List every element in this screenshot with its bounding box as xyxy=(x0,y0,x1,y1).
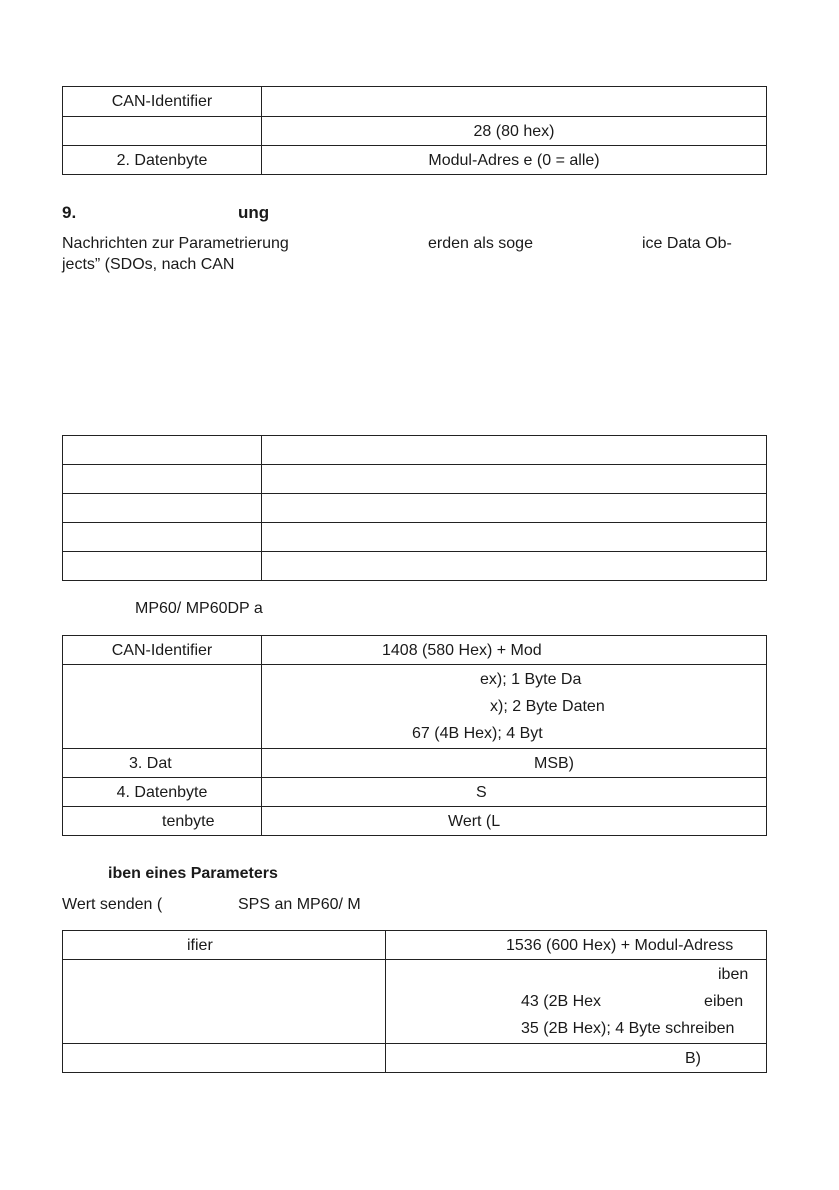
table-cell xyxy=(262,807,767,836)
table-cell xyxy=(262,494,767,523)
table-cell: CAN-Identifier xyxy=(63,636,262,665)
cell-text: ex); 1 Byte Da xyxy=(480,671,582,688)
section-title-fragment: ung xyxy=(238,203,270,222)
table-cell: 2. Datenbyte xyxy=(63,146,262,175)
table-cell xyxy=(262,436,767,465)
table-row xyxy=(63,807,767,836)
cell-text: 35 (2B Hex); 4 Byte schreiben xyxy=(521,1020,735,1037)
table-cell xyxy=(63,465,262,494)
table-can-message-1 xyxy=(62,86,767,175)
cell-text: 1408 (580 Hex) + Mod xyxy=(382,641,542,659)
table-row xyxy=(63,552,767,581)
cell-text: 1536 (600 Hex) + Modul-Adress xyxy=(506,936,734,954)
cell-text: Wert (L xyxy=(448,812,501,830)
table-row xyxy=(63,636,767,665)
paragraph-line-1b: erden als soge xyxy=(428,235,533,252)
table-row xyxy=(63,146,767,175)
table-row xyxy=(63,117,767,146)
table-cell xyxy=(386,1044,767,1073)
table-cell xyxy=(386,960,767,1044)
table-row xyxy=(63,87,767,117)
table-cell xyxy=(63,117,262,146)
cell-text: B) xyxy=(685,1049,701,1067)
table-cell: 28 (80 hex) xyxy=(262,117,767,146)
cell-line xyxy=(386,961,766,988)
paragraph2-part-b: SPS an MP60/ M xyxy=(238,896,361,913)
cell-text: eiben xyxy=(704,993,744,1010)
cell-line xyxy=(386,1015,766,1042)
table-cell: ifier xyxy=(63,931,386,960)
section-heading xyxy=(62,203,76,223)
paragraph-line-1c: ice Data Ob- xyxy=(642,235,732,252)
table-row xyxy=(63,465,767,494)
table-cell xyxy=(63,665,262,749)
cell-line xyxy=(262,720,766,747)
table-cell xyxy=(63,552,262,581)
table-can-message-3 xyxy=(62,635,767,836)
cell-line xyxy=(262,666,766,693)
table-cell xyxy=(262,552,767,581)
subsection-heading: iben eines Parameters xyxy=(108,865,278,882)
cell-line xyxy=(262,693,766,720)
table-cell xyxy=(63,523,262,552)
cell-text: iben xyxy=(718,966,749,983)
table-cell xyxy=(63,436,262,465)
table-cell: CAN-Identifier xyxy=(63,87,262,117)
section-number: 9. xyxy=(62,203,77,222)
table-cell: tenbyte xyxy=(63,807,262,836)
table-row xyxy=(63,665,767,749)
table-row xyxy=(63,778,767,807)
table-cell xyxy=(262,87,767,117)
table-cell xyxy=(262,665,767,749)
table-cell xyxy=(63,1044,386,1073)
caption-text: MP60/ MP60DP a xyxy=(135,600,263,617)
paragraph-line-1a: Nachrichten zur Parametrierung xyxy=(62,235,289,252)
table-cell xyxy=(63,494,262,523)
table-cell: 4. Datenbyte xyxy=(63,778,262,807)
cell-line xyxy=(386,988,766,1015)
table-cell: 3. Dat xyxy=(63,749,262,778)
cell-text: MSB) xyxy=(534,754,574,772)
table-cell xyxy=(262,749,767,778)
table-cell xyxy=(386,931,767,960)
table-cell xyxy=(262,465,767,494)
table-row xyxy=(63,960,767,1044)
table-row xyxy=(63,494,767,523)
table-row xyxy=(63,1044,767,1073)
cell-text: 67 (4B Hex); 4 Byt xyxy=(412,725,543,742)
table-row xyxy=(63,931,767,960)
table-can-message-4 xyxy=(62,930,767,1073)
cell-text: 43 (2B Hex xyxy=(521,993,602,1010)
table-cell xyxy=(262,778,767,807)
table-row xyxy=(63,523,767,552)
table-empty xyxy=(62,435,767,581)
table-cell xyxy=(63,960,386,1044)
paragraph2-part-a: Wert senden ( xyxy=(62,896,163,913)
table-cell xyxy=(262,636,767,665)
table-row xyxy=(63,749,767,778)
table-row xyxy=(63,436,767,465)
table-cell xyxy=(262,523,767,552)
cell-text: x); 2 Byte Daten xyxy=(490,698,605,715)
table-cell: Modul-Adres e (0 = alle) xyxy=(262,146,767,175)
paragraph-line-2: jects” (SDOs, nach CAN xyxy=(62,256,235,273)
cell-text: S xyxy=(476,783,487,801)
